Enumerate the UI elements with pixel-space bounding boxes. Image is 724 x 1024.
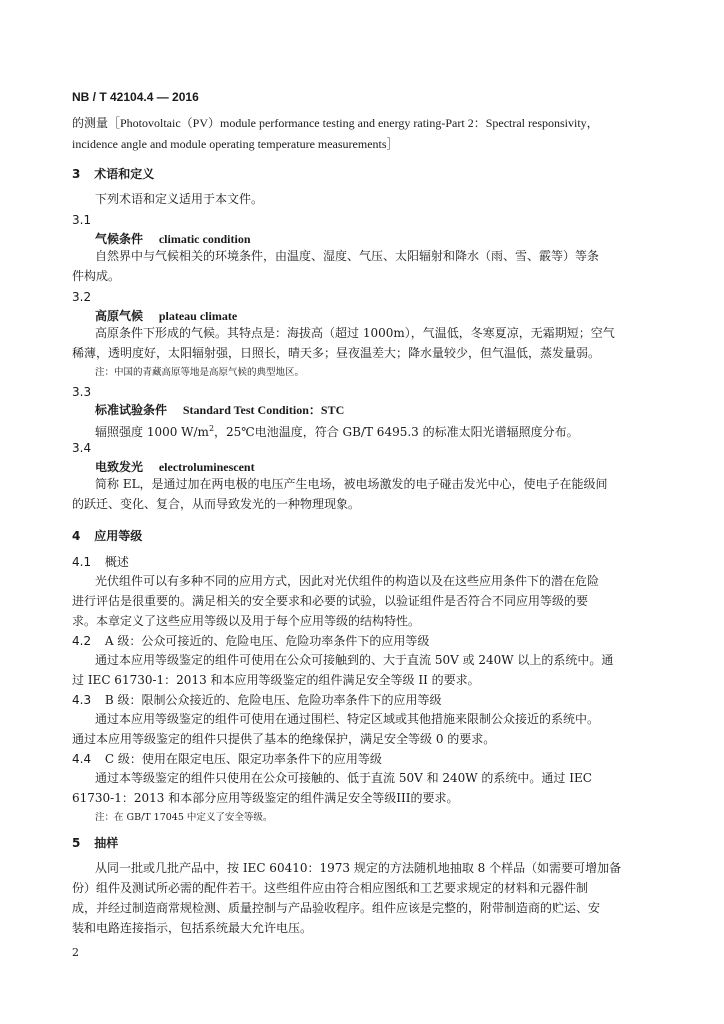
subsection-number: 4.4	[72, 752, 92, 766]
paragraph-line: 成，并经过制造商常规检测、质量控制与产品验收程序。组件应该是完整的，附带制造商的贮运、安	[72, 901, 601, 915]
paragraph-line: 通过本等级鉴定的组件只使用在公众可接触的、低于直流 50V 和 240W 的系统中。通过 IEC	[95, 771, 592, 785]
paragraph-line: 从同一批或几批产品中，按 IEC 60410：1973 规定的方法随机地抽取 8 个样品（如需要可增加备	[95, 861, 622, 875]
section-5-heading	[72, 834, 118, 851]
paragraph-line: 求。本章定义了这些应用等级以及用于每个应用等级的结构特性。	[72, 614, 421, 628]
term-number: 3.3	[72, 385, 92, 399]
ref-line-1: 的测量［Photovoltaic（PV）module performance testing and energy rating-Part 2：Spectral responsivity，	[72, 116, 599, 130]
note: 注：中国的青藏高原等地是高原气候的典型地区。	[95, 367, 305, 378]
section-title: 应用等级	[94, 529, 143, 543]
paragraph-line: 光伏组件可以有多种不同的应用方式，因此对光伏组件的构造以及在这些应用条件下的潜在危险	[95, 574, 600, 588]
paragraph-line: 装和电路连接指示，包括系统最大允许电压。	[72, 921, 313, 935]
term-zh: 气候条件	[95, 232, 144, 246]
term-number: 3.1	[72, 213, 92, 227]
subsection-title: B 级：限制公众接近的、危险电压、危险功率条件下的应用等级	[104, 693, 442, 707]
term-en: climatic condition	[158, 232, 251, 246]
subsection-number: 4.1	[72, 555, 92, 569]
superscript: 2	[208, 424, 215, 433]
section-title: 术语和定义	[94, 167, 155, 181]
paragraph-line: 通过本应用等级鉴定的组件可使用在公众可接触到的、大于直流 50V 或 240W 以上的系统中。通	[95, 653, 614, 667]
standard-id: NB / T 42104.4 — 2016	[72, 90, 199, 104]
paragraph-line: 进行评估是很重要的。满足相关的安全要求和必要的试验，以验证组件是否符合不同应用等级的要	[72, 594, 589, 608]
term-definition-line: 稀薄，透明度好，太阳辐射强，日照长，晴天多；昼夜温差大；降水量较少，但气温低，蒸发量弱。	[72, 346, 601, 360]
section-4-heading	[72, 527, 142, 544]
term-en: electroluminescent	[158, 460, 255, 474]
term-en: Standard Test Condition：STC	[182, 403, 345, 417]
section-number: 3	[72, 167, 81, 181]
subsection-heading	[72, 749, 382, 770]
term-en: plateau climate	[158, 309, 238, 323]
paragraph-line: 份）组件及测试所必需的配件若干。这些组件应由符合相应图纸和工艺要求规定的材料和元器件制	[72, 881, 589, 895]
section-title: 抽样	[94, 836, 119, 850]
page-number: 2	[72, 946, 79, 959]
definition-text: 辐照强度 1000 W/m	[95, 425, 209, 439]
term-zh: 高原气候	[95, 309, 144, 323]
term-definition-line	[95, 418, 579, 443]
term-definition-line: 自然界中与气候相关的环境条件，由温度、湿度、气压、太阳辐射和降水（雨、雪、霰等）等条	[95, 249, 600, 263]
paragraph-line: 通过本应用等级鉴定的组件可使用在通过围栏、特定区域或其他措施来限制公众接近的系统中。	[95, 712, 600, 726]
term-definition-line: 件构成。	[72, 269, 121, 283]
term-zh: 标准试验条件	[95, 403, 168, 417]
subsection-number: 4.2	[72, 634, 92, 648]
definition-text: ，25℃电池温度，符合 GB/T 6495.3 的标准太阳光谱辐照度分布。	[214, 425, 579, 439]
subsection-number: 4.3	[72, 693, 92, 707]
subsection-title: C 级：使用在限定电压、限定功率条件下的应用等级	[104, 752, 382, 766]
subsection-title: 概述	[104, 555, 129, 569]
section-number: 5	[72, 836, 81, 850]
section-3-heading	[72, 165, 154, 182]
subsection-heading	[72, 552, 129, 573]
paragraph-line: 过 IEC 61730-1：2013 和本应用等级鉴定的组件满足安全等级 II 的要求。	[72, 673, 480, 687]
term-definition-line: 的跃迁、变化、复合，从而导致发光的一种物理现象。	[72, 497, 361, 511]
term-zh: 电致发光	[95, 460, 144, 474]
term-number: 3.4	[72, 441, 92, 455]
subsection-heading	[72, 631, 429, 652]
section-number: 4	[72, 529, 81, 543]
term-number: 3.2	[72, 290, 92, 304]
section-3-intro: 下列术语和定义适用于本文件。	[95, 192, 264, 206]
ref-line-2: incidence angle and module operating temperature measurements］	[72, 137, 399, 151]
subsection-heading	[72, 690, 442, 711]
subsection-title: A 级：公众可接近的、危险电压、危险功率条件下的应用等级	[104, 634, 430, 648]
note: 注：在 GB/T 17045 中定义了安全等级。	[95, 812, 273, 823]
paragraph-line: 61730-1：2013 和本部分应用等级鉴定的组件满足安全等级III的要求。	[72, 791, 459, 805]
paragraph-line: 通过本应用等级鉴定的组件只提供了基本的绝缘保护，满足安全等级 0 的要求。	[72, 732, 496, 746]
term-definition-line: 高原条件下形成的气候。其特点是：海拔高（超过 1000m），气温低，冬寒夏凉，无霜期短；空气	[95, 326, 615, 340]
term-definition-line: 简称 EL，是通过加在两电极的电压产生电场，被电场激发的电子碰击发光中心，使电子在能级间	[95, 477, 608, 491]
